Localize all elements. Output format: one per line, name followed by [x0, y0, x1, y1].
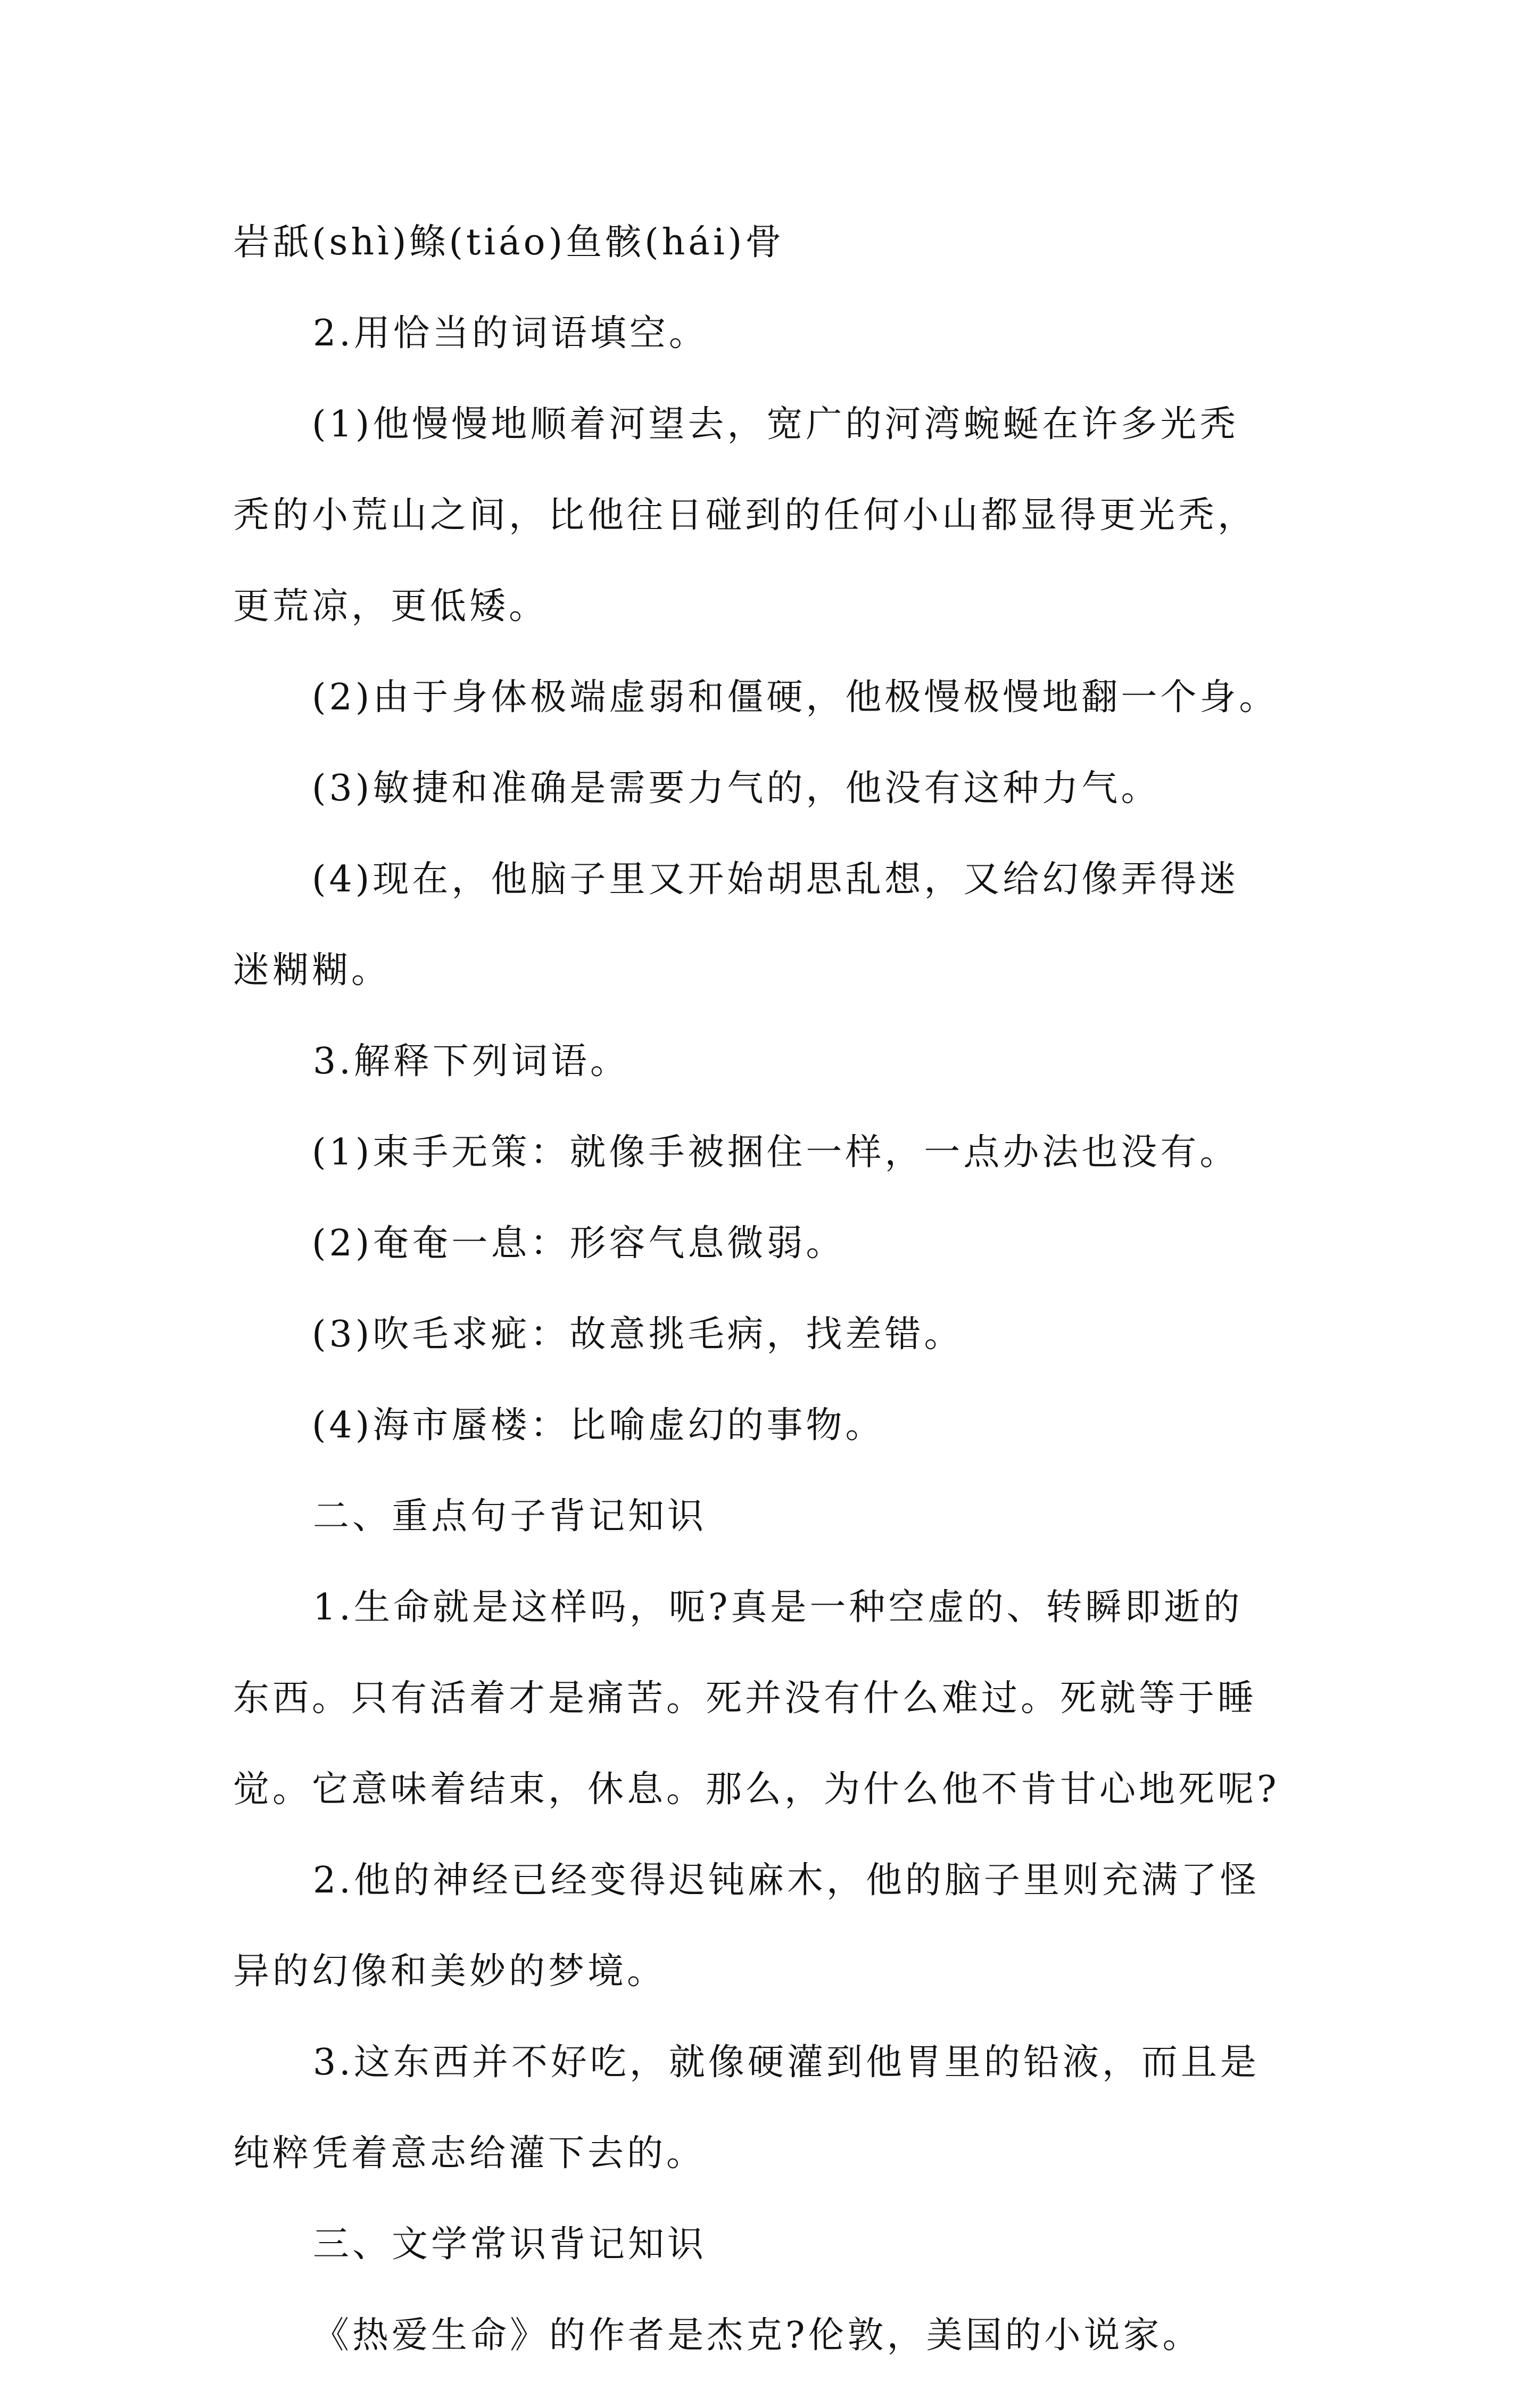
text-line: (3)吹毛求疵：故意挑毛病，找差错。 — [312, 1313, 964, 1355]
section-heading: 2.用恰当的词语填空。 — [313, 312, 708, 354]
text-line: 3.这东西并不好吃，就像硬灌到他胃里的铅液，而且是 — [313, 2041, 1260, 2084]
text-line: 2.他的神经已经变得迟钝麻木，他的脑子里则充满了怪 — [313, 1859, 1260, 1902]
text-line: (4)海市蜃楼：比喻虚幻的事物。 — [312, 1404, 885, 1446]
text-line: 1.生命就是这样吗，呃?真是一种空虚的、转瞬即逝的 — [313, 1586, 1243, 1628]
text-line: 觉。它意味着结束，休息。那么，为什么他不肯甘心地死呢? — [233, 1768, 1280, 1810]
text-line: (1)他慢慢地顺着河望去，宽广的河湾蜿蜒在许多光秃 — [312, 403, 1239, 445]
text-line: (3)敏捷和准确是需要力气的，他没有这种力气。 — [312, 767, 1161, 809]
text-line: (2)奄奄一息：形容气息微弱。 — [312, 1222, 846, 1264]
section-heading: 3.解释下列词语。 — [313, 1040, 630, 1082]
text-line: (4)现在，他脑子里又开始胡思乱想，又给幻像弄得迷 — [312, 858, 1239, 900]
section-heading: 三、文学常识背记知识 — [313, 2223, 707, 2266]
section-heading: 二、重点句子背记知识 — [313, 1495, 707, 1537]
text-line: 异的幻像和美妙的梦境。 — [233, 1950, 667, 1993]
document-body — [233, 197, 1319, 2381]
text-line: (2)由于身体极端虚弱和僵硬，他极慢极慢地翻一个身。 — [312, 676, 1279, 718]
text-line: 迷糊糊。 — [233, 949, 391, 991]
text-line: 秃的小荒山之间，比他往日碰到的任何小山都显得更光秃， — [233, 494, 1257, 536]
text-line: 岩舐(shì)鲦(tiáo)鱼骸(hái)骨 — [233, 221, 785, 263]
text-line: 纯粹凭着意志给灌下去的。 — [233, 2132, 706, 2175]
text-line: 《热爱生命》的作者是杰克?伦敦，美国的小说家。 — [313, 2314, 1202, 2357]
text-line: 更荒凉，更低矮。 — [233, 585, 549, 627]
text-line: (1)束手无策：就像手被捆住一样，一点办法也没有。 — [312, 1131, 1239, 1173]
text-line: 东西。只有活着才是痛苦。死并没有什么难过。死就等于睡 — [233, 1677, 1257, 1719]
